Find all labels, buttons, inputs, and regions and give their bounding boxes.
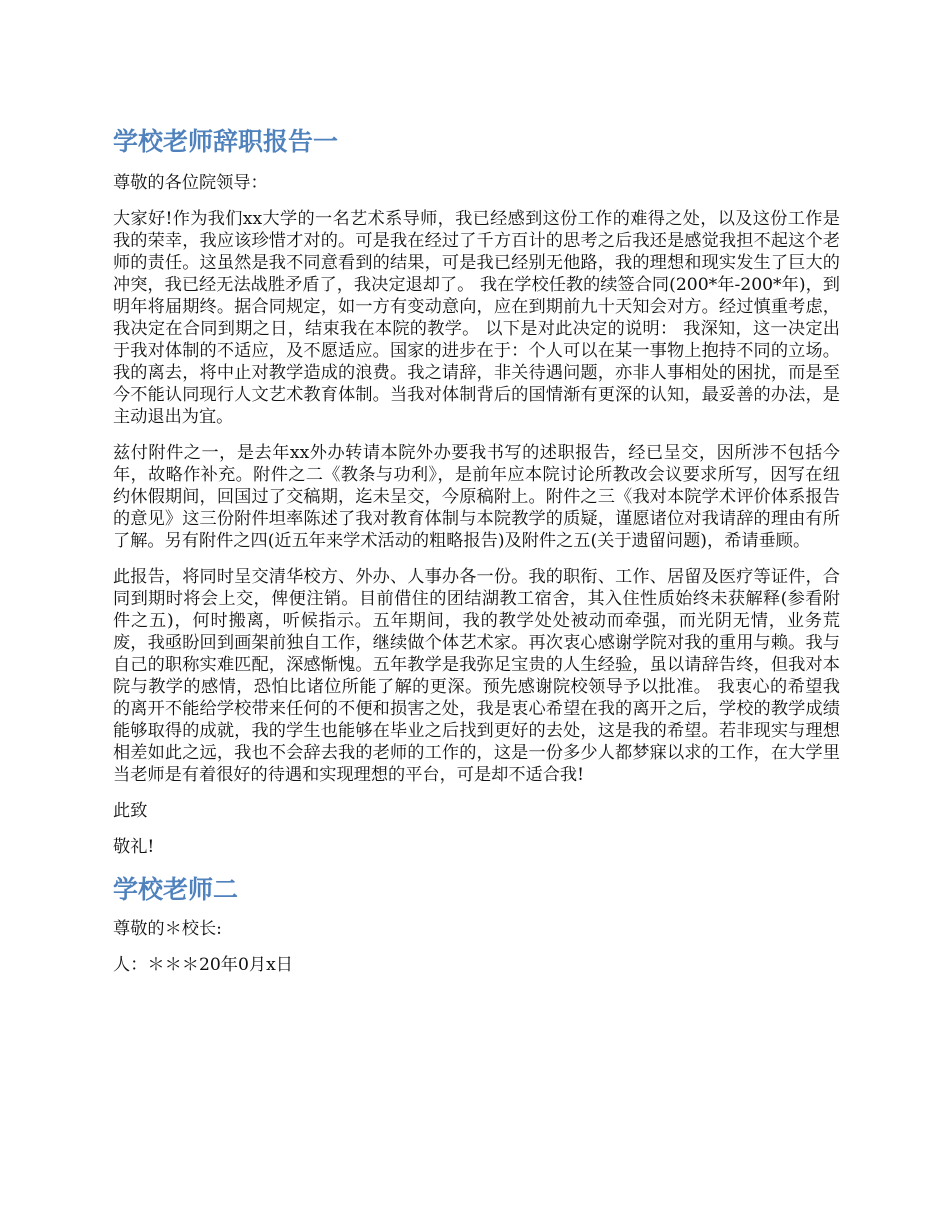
closing-salutation: 此致 <box>113 801 148 821</box>
section-2-greeting: 尊敬的＊校长: <box>113 919 222 939</box>
section-2-signature: 人：＊＊＊20年0月x日 <box>113 955 293 975</box>
closing-regards: 敬礼! <box>113 837 155 857</box>
section-1-title: 学校老师辞职报告一 <box>113 127 339 156</box>
document-page <box>113 124 840 990</box>
section-2-title: 学校老师二 <box>113 875 239 904</box>
section-1-paragraph-3: 此报告，将同时呈交清华校方、外办、人事办各一份。我的职衔、工作、居留及医疗等证件，合同到期时将会上交，俾便注销。目前借住的团结湖教工宿舍，其入住性质始终未获解释(参看附件之五)，何时搬离，听候指示。五年期间，我的教学处处被动而牵强，而光阴无情，业务荒废，我亟盼回到画架前独自工作，继续做个体艺术家。再次衷心感谢学院对我的重用与赖。我与自己的职称实难匹配，深感惭愧。五年教学是我弥足宝贵的人生经验，虽以请辞告终，但我对本院与教学的感情，恐怕比诸位所能了解的更深。预先感谢院校领导予以批准。 我衷心的希望我的离开不能给学校带来任何的不便和损害之处，我是衷心希望在我的离开之后，学校的教学成绩能够取得的成就，我的学生也能够在毕业之后找到更好的去处，这是我的希望。若非现实与理想相差如此之远，我也不会辞去我的老师的工作的，这是一份多少人都梦寐以求的工作，在大学里当老师是有着很好的待遇和实现理想的平台，可是却不适合我! <box>113 567 840 785</box>
section-1-paragraph-1: 大家好!作为我们xx大学的一名艺术系导师，我已经感到这份工作的难得之处，以及这份工作是我的荣幸，我应该珍惜才对的。可是我在经过了千方百计的思考之后我还是感觉我担不起这个老师的责任。这虽然是我不同意看到的结果，可是我已经别无他路，我的理想和现实发生了巨大的冲突，我已经无法战胜矛盾了，我决定退却了。 我在学校任教的续签合同(200*年-200*年)，到明年将届期终。据合同规定，如一方有变动意向，应在到期前九十天知会对方。经过慎重考虑，我决定在合同到期之日，结束我在本院的教学。 以下是对此决定的说明： 我深知，这一决定出于我对体制的不适应，及不愿适应。国家的进步在于：个人可以在某一事物上抱持不同的立场。我的离去，将中止对教学造成的浪费。我之请辞，非关待遇问题，亦非人事相处的困扰，而是至今不能认同现行人文艺术教育体制。当我对体制背后的国情渐有更深的认知，最妥善的办法，是主动退出为宜。 <box>113 209 840 427</box>
section-1-greeting: 尊敬的各位院领导： <box>113 173 268 193</box>
section-1-paragraph-2: 兹付附件之一，是去年xx外办转请本院外办要我书写的述职报告，经已呈交，因所涉不包括今年，故略作补充。附件之二《教条与功利》，是前年应本院讨论所教改会议要求所写，因写在纽约休假期间，回国过了交稿期，迄未呈交，今原稿附上。附件之三《我对本院学术评价体系报告的意见》这三份附件坦率陈述了我对教育体制与本院教学的质疑，谨愿诸位对我请辞的理由有所了解。另有附件之四(近五年来学术活动的粗略报告)及附件之五(关于遗留问题)，希请垂顾。 <box>113 443 840 551</box>
